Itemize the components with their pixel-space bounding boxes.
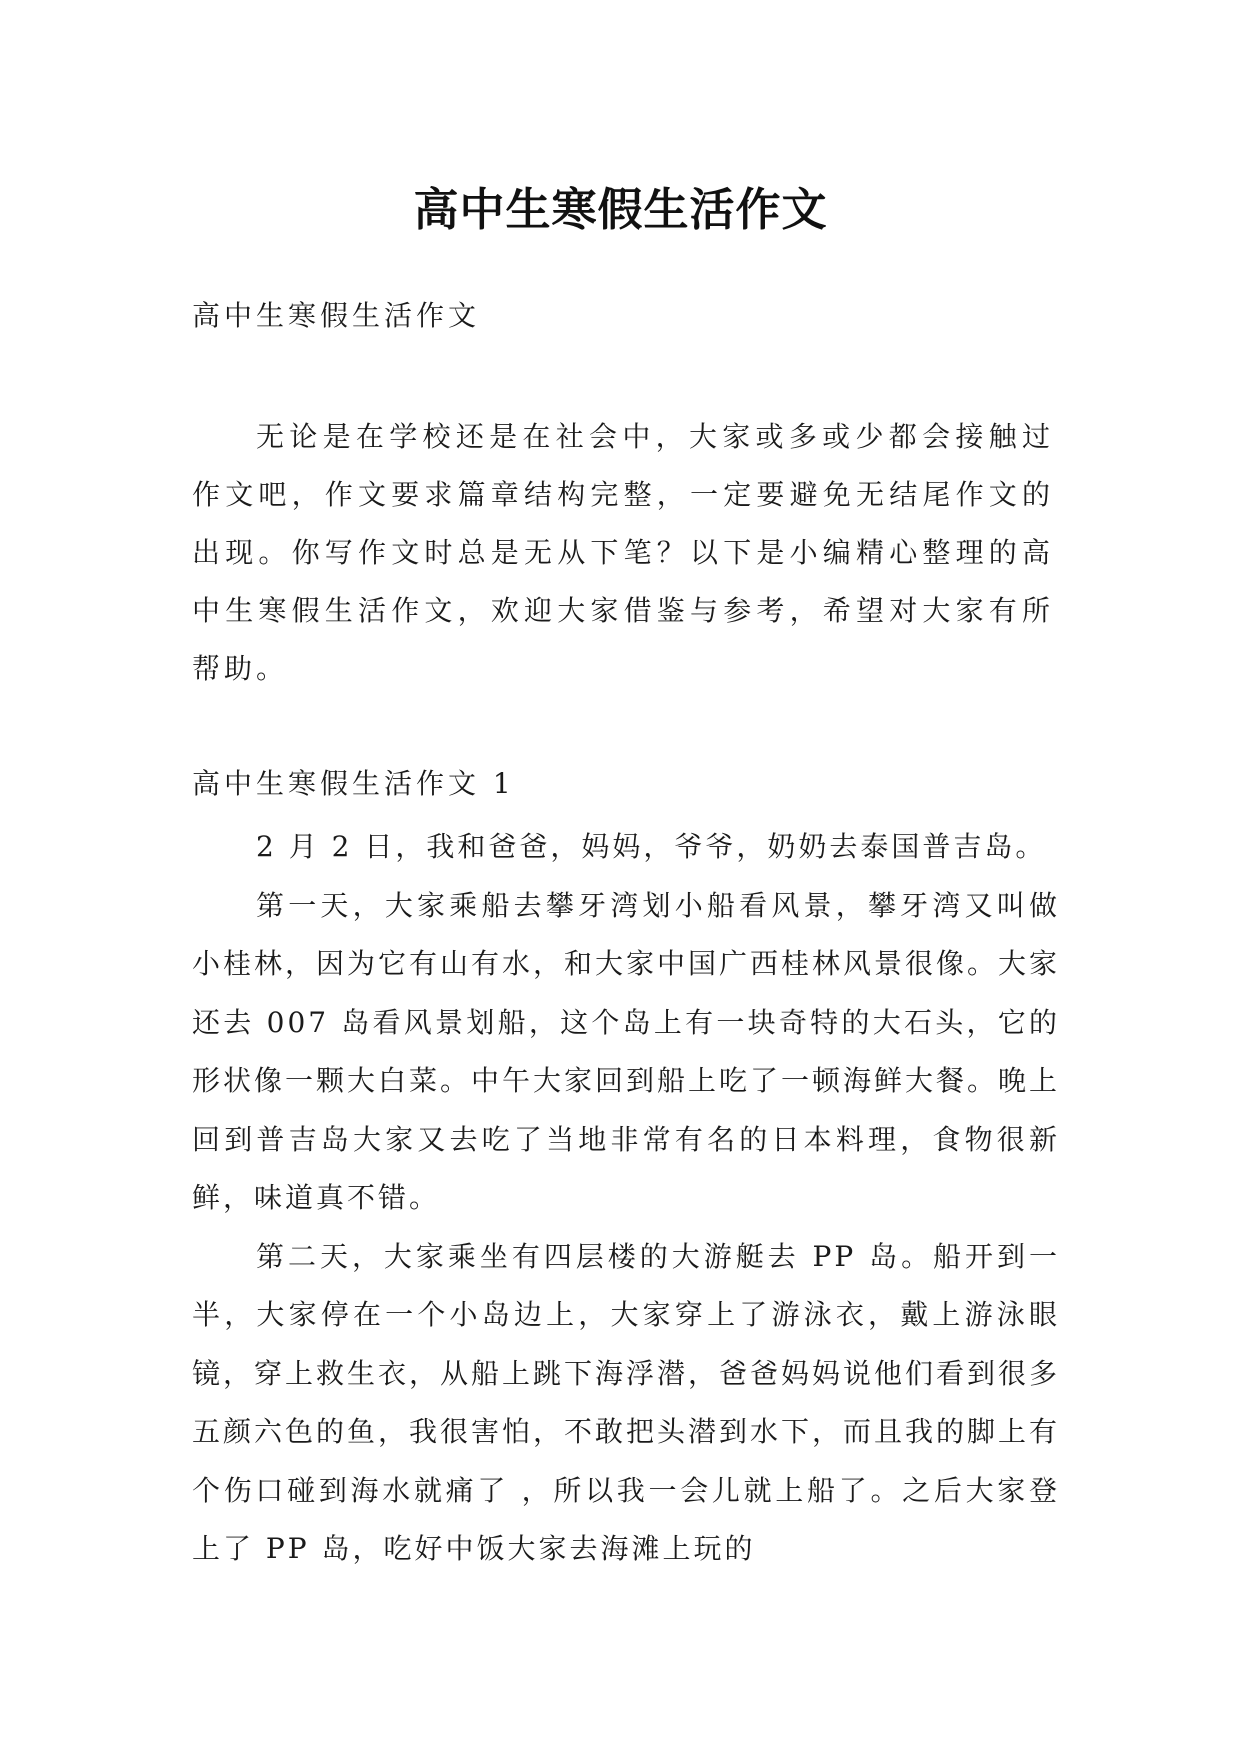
- document-title: 高中生寒假生活作文: [413, 183, 828, 237]
- essay-paragraph: 第一天，大家乘船去攀牙湾划小船看风景，攀牙湾又叫做小桂林，因为它有山有水，和大家中国广西桂林风景很像。大家还去 007 岛看风景划船，这个岛上有一块奇特的大石头，它的形状像一颗大白菜。中午大家回到船上吃了一顿海鲜大餐。晚上回到普吉岛大家又去吃了当地非常有名的日本料理，食物很新鲜，味道真不错。: [192, 888, 1061, 1214]
- section-heading: 高中生寒假生活作文 1: [192, 767, 515, 800]
- document-subtitle: 高中生寒假生活作文: [192, 299, 481, 332]
- essay-body: [192, 818, 1060, 1579]
- intro-paragraph: 无论是在学校还是在社会中，大家或多或少都会接触过作文吧，作文要求篇章结构完整，一定要避免无结尾作文的出现。你写作文时总是无从下笔？以下是小编精心整理的高中生寒假生活作文，欢迎大家借鉴与参考，希望对大家有所帮助。: [192, 420, 1054, 685]
- essay-paragraph: 第二天，大家乘坐有四层楼的大游艇去 PP 岛。船开到一半，大家停在一个小岛边上，大家穿上了游泳衣，戴上游泳眼镜，穿上救生衣，从船上跳下海浮潜，爸爸妈妈说他们看到很多五颜六色的鱼，我很害怕，不敢把头潜到水下，而且我的脚上有个伤口碰到海水就痛了 ，所以我一会儿就上船了。之后大家登上了 PP 岛，吃好中饭大家去海滩上玩的: [192, 1239, 1061, 1565]
- essay-paragraph: 2 月 2 日，我和爸爸，妈妈，爷爷，奶奶去泰国普吉岛。: [256, 830, 1047, 863]
